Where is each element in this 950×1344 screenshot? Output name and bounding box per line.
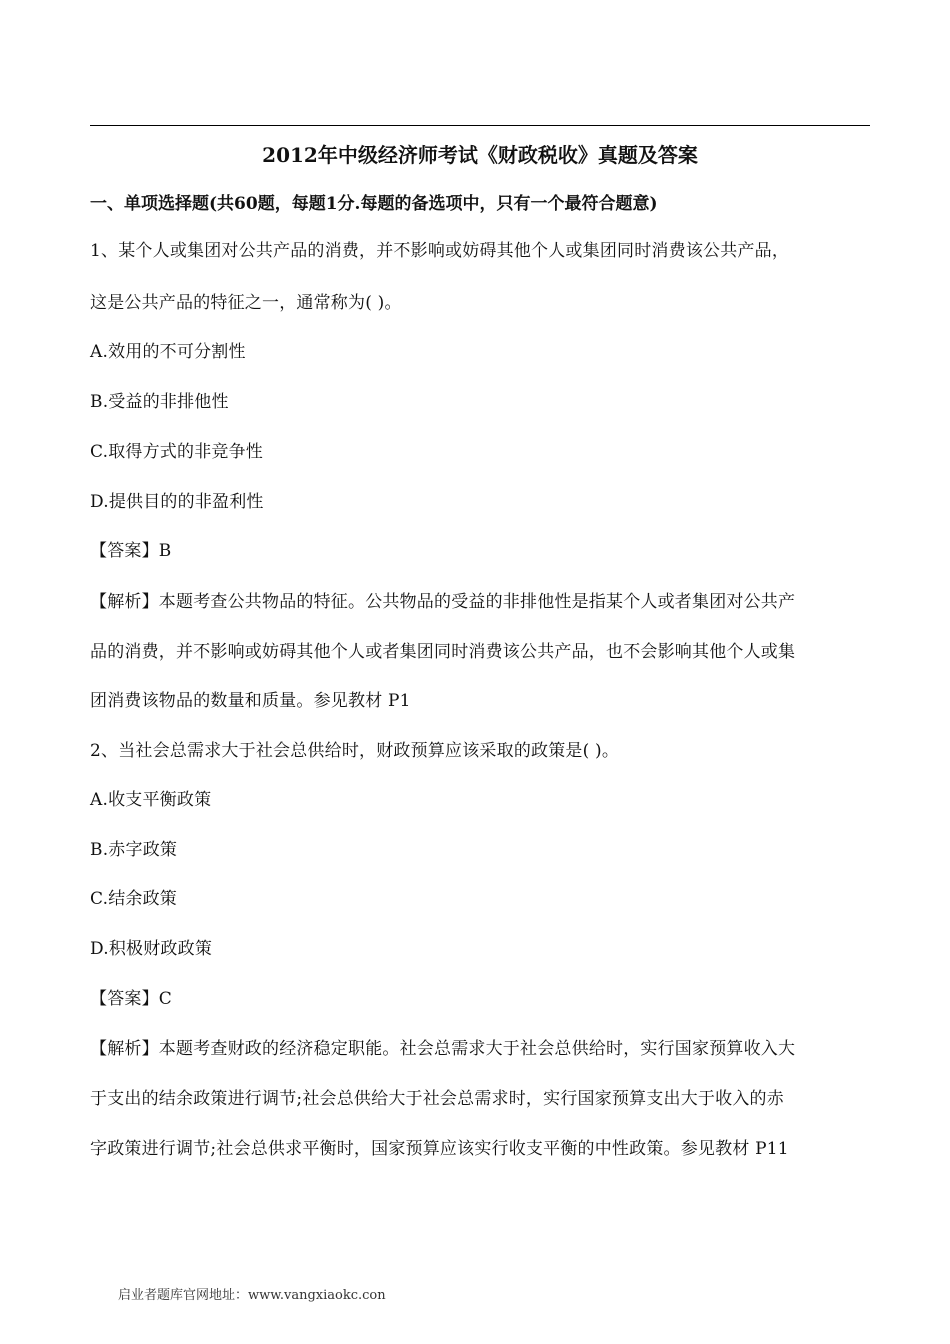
- question-1-option-b: B.受益的非排他性: [90, 392, 229, 412]
- question-1-option-c: C.取得方式的非竞争性: [90, 442, 264, 462]
- question-2-option-c: C.结余政策: [90, 889, 178, 909]
- question-1-answer: 【答案】B: [90, 541, 172, 561]
- question-1-stem-line-1: 1、某个人或集团对公共产品的消费，并不影响或妨碍其他个人或集团同时消费该公共产品，: [90, 241, 790, 261]
- question-2-stem-line-1: 2、当社会总需求大于社会总供给时，财政预算应该采取的政策是( )。: [90, 741, 620, 761]
- document-title: 2012年中级经济师考试《财政税收》真题及答案: [262, 143, 698, 167]
- section-heading: 一、单项选择题(共60题，每题1分.每题的备选项中，只有一个最符合题意): [90, 194, 658, 214]
- question-1-stem-line-2: 这是公共产品的特征之一，通常称为( )。: [90, 293, 402, 313]
- question-2-analysis-line-1: 【解析】本题考查财政的经济稳定职能。社会总需求大于社会总供给时，实行国家预算收入大: [90, 1039, 796, 1059]
- header-rule: [90, 125, 870, 126]
- question-1-option-a: A.效用的不可分割性: [90, 342, 246, 362]
- question-1-analysis-line-1: 【解析】本题考查公共物品的特征。公共物品的受益的非排他性是指某个人或者集团对公共产: [90, 592, 796, 612]
- question-1-option-d: D.提供目的的非盈利性: [90, 492, 264, 512]
- question-2-answer: 【答案】C: [90, 989, 173, 1009]
- footer-website: 启业者题库官网地址：www.vangxiaokc.con: [118, 1288, 386, 1303]
- question-2-option-d: D.积极财政政策: [90, 939, 213, 959]
- question-2-analysis-line-3: 字政策进行调节;社会总供求平衡时，国家预算应该实行收支平衡的中性政策。参见教材 P11: [90, 1139, 789, 1159]
- question-2-option-b: B.赤字政策: [90, 840, 178, 860]
- question-2-option-a: A.收支平衡政策: [90, 790, 212, 810]
- question-1-analysis-line-3: 团消费该物品的数量和质量。参见教材 P1: [90, 691, 411, 711]
- question-1-analysis-line-2: 品的消费，并不影响或妨碍其他个人或者集团同时消费该公共产品，也不会影响其他个人或集: [90, 642, 796, 662]
- question-2-analysis-line-2: 于支出的结余政策进行调节;社会总供给大于社会总需求时，实行国家预算支出大于收入的赤: [90, 1089, 784, 1109]
